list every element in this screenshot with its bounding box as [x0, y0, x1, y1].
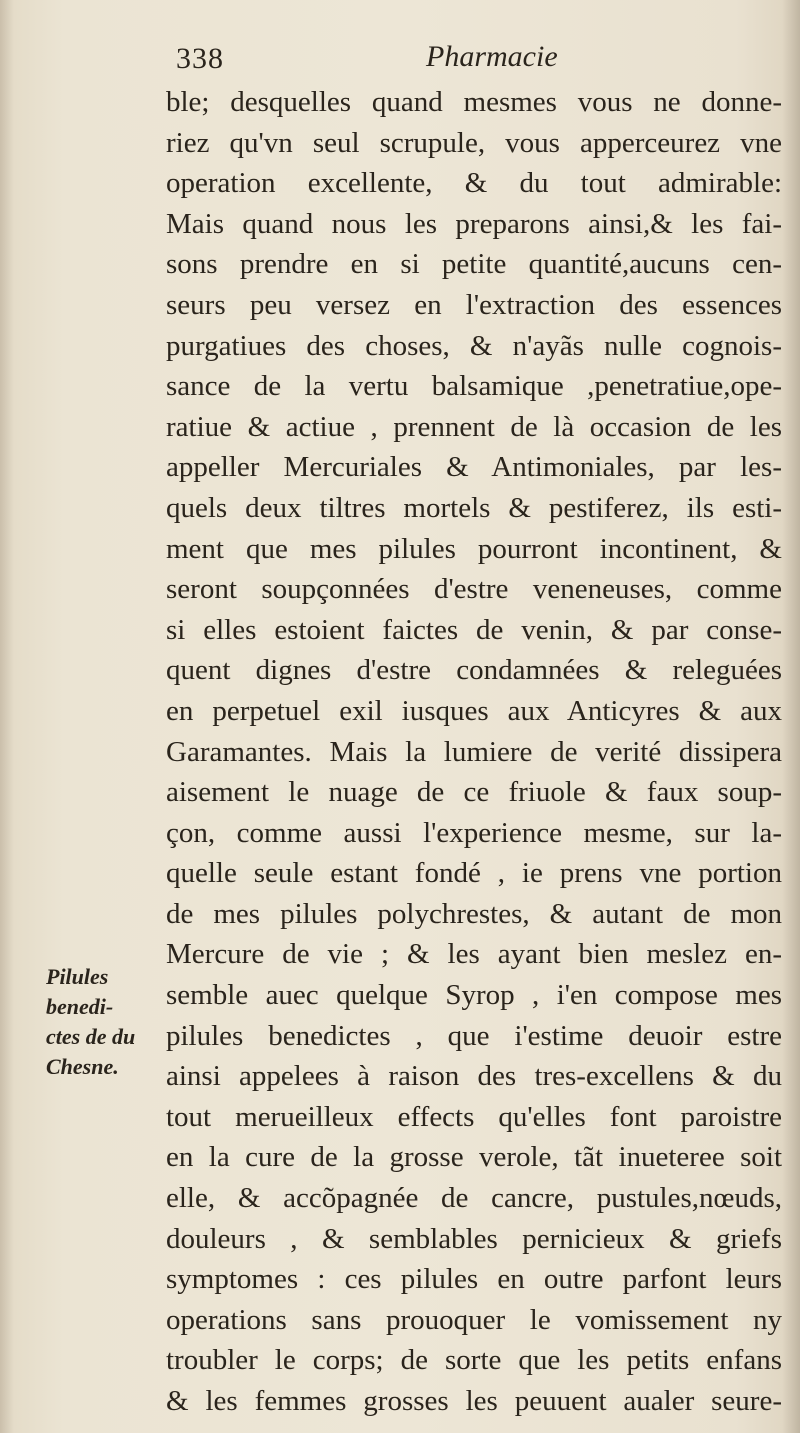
text-line: quelle seule estant fondé , ie prens vne portion [166, 857, 782, 890]
text-line: seront soupçonnées d'estre veneneuses, comme [166, 573, 782, 606]
text-line: en la cure de la grosse verole, tãt inueteree soit [166, 1141, 782, 1174]
text-line: & les femmes grosses les peuuent aualer seure- [166, 1385, 782, 1417]
text-line: ble; desquelles quand mesmes vous ne donne- [166, 86, 782, 118]
text-line: ratiue & actiue , prennent de là occasion de les [166, 410, 782, 443]
text-line: Mercure de vie ; & les ayant bien meslez en- [166, 938, 782, 971]
text-line: si elles estoient faictes de venin, & par conse- [166, 613, 782, 646]
text-line: pilules benedictes , que i'estime deuoir estre [166, 1019, 782, 1052]
text-line: sance de la vertu balsamique ,penetratiue,ope- [166, 370, 782, 403]
text-line: Mais quand nous les preparons ainsi,& les fai- [166, 207, 782, 240]
text-line: troubler le corps; de sorte que les petits enfans [166, 1344, 782, 1377]
running-head: Pharmacie [426, 40, 558, 73]
text-line: ainsi appelees à raison des tres-excellens & du [166, 1060, 782, 1093]
text-line: operation excellente, & du tout admirable: [166, 167, 782, 200]
text-line: quent dignes d'estre condamnées & releguées [166, 654, 782, 687]
body-text [166, 82, 782, 1422]
text-line: semble auec quelque Syrop , i'en compose mes [166, 979, 782, 1012]
text-line: ment que mes pilules pourront incontinent, & [166, 532, 782, 565]
text-line: elle, & accõpagnée de cancre, pustules,nœuds, [166, 1182, 782, 1215]
page-gutter-shadow [782, 0, 800, 1433]
text-line: en perpetuel exil iusques aux Anticyres & aux [166, 694, 782, 727]
text-line: operations sans prouoquer le vomissement ny [166, 1303, 782, 1336]
text-line: de mes pilules polychrestes, & autant de mon [166, 897, 782, 930]
page-number: 338 [176, 42, 224, 75]
text-line: çon, comme aussi l'experience mesme, sur la- [166, 816, 782, 849]
page-left-edge [0, 0, 14, 1433]
text-line: appeller Mercuriales & Antimoniales, par les- [166, 451, 782, 484]
text-line: seurs peu versez en l'extraction des essences [166, 288, 782, 321]
text-line: riez qu'vn seul scrupule, vous apperceurez vne [166, 126, 782, 159]
text-line: tout merueilleux effects qu'elles font paroistre [166, 1100, 782, 1133]
text-line: Garamantes. Mais la lumiere de verité dissipera [166, 735, 782, 768]
margin-note-line: Pilules [46, 964, 109, 989]
text-line: symptomes : ces pilules en outre parfont leurs [166, 1263, 782, 1296]
text-line: douleurs , & semblables pernicieux & griefs [166, 1222, 782, 1255]
margin-note [46, 962, 166, 1082]
margin-note-line: Chesne. [46, 1054, 119, 1079]
margin-note-line: ctes de du [46, 1024, 136, 1049]
text-line: purgatiues des choses, & n'ayãs nulle cognois- [166, 329, 782, 362]
text-line: sons prendre en si petite quantité,aucuns cen- [166, 248, 782, 281]
text-line: aisement le nuage de ce friuole & faux soup- [166, 776, 782, 809]
text-line: quels deux tiltres mortels & pestiferez, ils esti- [166, 491, 782, 524]
margin-note-line: benedi- [46, 994, 114, 1019]
